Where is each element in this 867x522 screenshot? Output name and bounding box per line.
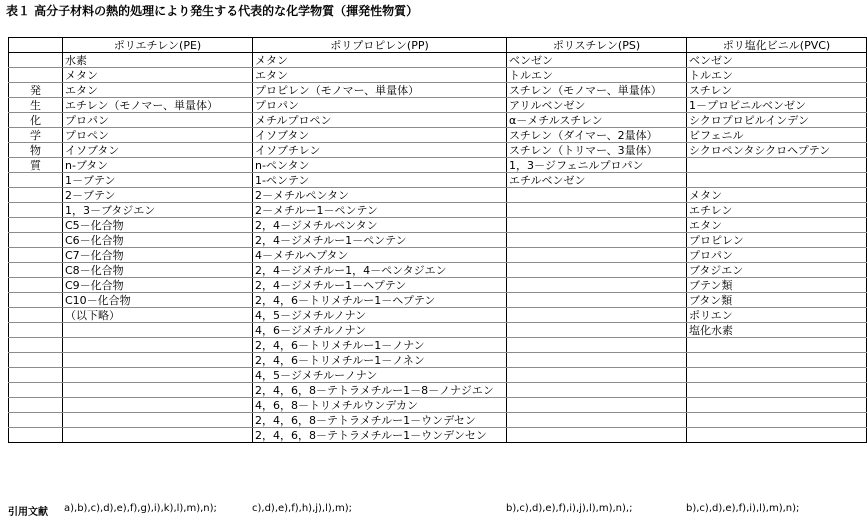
cell-ps bbox=[507, 323, 687, 338]
cell-ps: ベンゼン bbox=[507, 53, 687, 68]
cell-ps bbox=[507, 353, 687, 368]
cell-pe: エチレン（モノマー、単量体） bbox=[63, 98, 253, 113]
cell-ps: スチレン（トリマー、3量体） bbox=[507, 143, 687, 158]
table-title: 表１ 高分子材料の熱的処理により発生する代表的な化学物質（揮発性物質） bbox=[6, 4, 419, 18]
side-label-cell bbox=[9, 428, 63, 443]
cell-pvc: ブテン類 bbox=[687, 278, 867, 293]
side-label-cell bbox=[9, 338, 63, 353]
side-label-cell bbox=[9, 218, 63, 233]
cell-pvc: シクロペンタシクロヘプテン bbox=[687, 143, 867, 158]
side-label-cell: 学 bbox=[9, 128, 63, 143]
cell-ps bbox=[507, 413, 687, 428]
cell-pe: 2－ブテン bbox=[63, 188, 253, 203]
cell-pp: 2－メチルー1－ペンテン bbox=[253, 203, 507, 218]
side-label-cell: 質 bbox=[9, 158, 63, 173]
cell-pp: 2，4，6，8－テトラメチルー1－ウンデセン bbox=[253, 413, 507, 428]
cell-pp: メチルプロペン bbox=[253, 113, 507, 128]
header-corner bbox=[9, 38, 63, 53]
cell-pvc: ブタジエン bbox=[687, 263, 867, 278]
cell-ps bbox=[507, 368, 687, 383]
table-row bbox=[9, 128, 867, 143]
cell-pe bbox=[63, 368, 253, 383]
citations-ps: b),c),d),e),f),i),j),l),m),n),; bbox=[506, 503, 633, 514]
cell-pvc: ビフェニル bbox=[687, 128, 867, 143]
table-row bbox=[9, 173, 867, 188]
cell-pp: プロパン bbox=[253, 98, 507, 113]
citations-label: 引用文献 bbox=[8, 507, 48, 518]
table-row bbox=[9, 218, 867, 233]
cell-pe: エタン bbox=[63, 83, 253, 98]
table-row bbox=[9, 398, 867, 413]
side-label-cell bbox=[9, 173, 63, 188]
citations-pe: a),b),c),d),e),f),g),i),k),l),m),n); bbox=[64, 503, 217, 514]
cell-pe: プロパン bbox=[63, 113, 253, 128]
cell-ps bbox=[507, 398, 687, 413]
cell-pp: 2，4，6，8－テトラメチルー1－8－ノナジエン bbox=[253, 383, 507, 398]
cell-pvc bbox=[687, 368, 867, 383]
citations-pvc: b),c),d),e),f),i),l),m),n); bbox=[686, 503, 800, 514]
table-row bbox=[9, 338, 867, 353]
cell-pp: 2，4，6－トリメチルー1－ノナン bbox=[253, 338, 507, 353]
table-row bbox=[9, 428, 867, 443]
cell-ps bbox=[507, 263, 687, 278]
table-row bbox=[9, 233, 867, 248]
cell-pp: 4，5－ジメチルーノナン bbox=[253, 368, 507, 383]
cell-pp: 4，5－ジメチルノナン bbox=[253, 308, 507, 323]
side-label-cell bbox=[9, 383, 63, 398]
cell-pvc: シクロプロピルインデン bbox=[687, 113, 867, 128]
cell-pe: n-ブタン bbox=[63, 158, 253, 173]
cell-ps bbox=[507, 338, 687, 353]
side-label-cell bbox=[9, 278, 63, 293]
cell-pp: 4，6，8－トリメチルウンデカン bbox=[253, 398, 507, 413]
cell-pe: プロペン bbox=[63, 128, 253, 143]
cell-pvc: ベンゼン bbox=[687, 53, 867, 68]
cell-pe: C10－化合物 bbox=[63, 293, 253, 308]
cell-ps: 1，3－ジフェニルプロパン bbox=[507, 158, 687, 173]
cell-pe: （以下略） bbox=[63, 308, 253, 323]
side-label-cell bbox=[9, 323, 63, 338]
citations-pp: c),d),e),f),h),j),l),m); bbox=[252, 503, 352, 514]
cell-pe bbox=[63, 398, 253, 413]
cell-ps bbox=[507, 293, 687, 308]
header-ps: ポリスチレン(PS) bbox=[507, 38, 687, 53]
cell-pp: 2－メチルペンタン bbox=[253, 188, 507, 203]
cell-pvc: トルエン bbox=[687, 68, 867, 83]
cell-pp: メタン bbox=[253, 53, 507, 68]
cell-ps bbox=[507, 383, 687, 398]
side-label-cell bbox=[9, 308, 63, 323]
cell-pp: 4，6－ジメチルノナン bbox=[253, 323, 507, 338]
table-row bbox=[9, 98, 867, 113]
table-row bbox=[9, 248, 867, 263]
cell-pp: 2，4－ジメチルー1－ヘプテン bbox=[253, 278, 507, 293]
cell-pe: C8－化合物 bbox=[63, 263, 253, 278]
table-row bbox=[9, 368, 867, 383]
side-label-cell bbox=[9, 248, 63, 263]
cell-ps bbox=[507, 308, 687, 323]
cell-pp: 2，4，6－トリメチルー1－ノネン bbox=[253, 353, 507, 368]
cell-pe: C6－化合物 bbox=[63, 233, 253, 248]
table-row bbox=[9, 308, 867, 323]
cell-ps: α－メチルスチレン bbox=[507, 113, 687, 128]
cell-pe bbox=[63, 428, 253, 443]
side-label-cell bbox=[9, 53, 63, 68]
header-pp: ポリプロピレン(PP) bbox=[253, 38, 507, 53]
side-label-cell: 生 bbox=[9, 98, 63, 113]
table-row bbox=[9, 53, 867, 68]
cell-pe: C5－化合物 bbox=[63, 218, 253, 233]
chemical-substances-table bbox=[8, 37, 867, 443]
cell-ps bbox=[507, 248, 687, 263]
side-label-cell bbox=[9, 413, 63, 428]
table-row bbox=[9, 293, 867, 308]
cell-ps bbox=[507, 203, 687, 218]
cell-ps bbox=[507, 278, 687, 293]
cell-ps: トルエン bbox=[507, 68, 687, 83]
cell-pp: イソブタン bbox=[253, 128, 507, 143]
cell-pvc: エチレン bbox=[687, 203, 867, 218]
cell-pe: イソブタン bbox=[63, 143, 253, 158]
cell-pe: C9－化合物 bbox=[63, 278, 253, 293]
side-label-cell bbox=[9, 368, 63, 383]
cell-pp: 2，4－ジメチルー1，4－ペンタジエン bbox=[253, 263, 507, 278]
cell-pvc bbox=[687, 383, 867, 398]
cell-pp: 2，4，6，8－テトラメチルー1－ウンデンセン bbox=[253, 428, 507, 443]
cell-ps: スチレン（モノマー、単量体） bbox=[507, 83, 687, 98]
header-row bbox=[9, 38, 867, 53]
cell-pvc: ブタン類 bbox=[687, 293, 867, 308]
cell-pvc: エタン bbox=[687, 218, 867, 233]
side-label-cell: 物 bbox=[9, 143, 63, 158]
table-row bbox=[9, 158, 867, 173]
cell-pvc: スチレン bbox=[687, 83, 867, 98]
table-row bbox=[9, 263, 867, 278]
cell-ps: アリルベンゼン bbox=[507, 98, 687, 113]
cell-pvc bbox=[687, 413, 867, 428]
cell-pvc bbox=[687, 428, 867, 443]
cell-pp: 2，4，6－トリメチルー1－ヘプテン bbox=[253, 293, 507, 308]
cell-pe: 1，3－ブタジエン bbox=[63, 203, 253, 218]
cell-pvc bbox=[687, 353, 867, 368]
side-label-cell bbox=[9, 188, 63, 203]
cell-pe bbox=[63, 353, 253, 368]
cell-pvc: 1－プロピニルベンゼン bbox=[687, 98, 867, 113]
table-row bbox=[9, 413, 867, 428]
table-row bbox=[9, 383, 867, 398]
side-label-cell bbox=[9, 398, 63, 413]
table-container bbox=[8, 37, 867, 443]
cell-pvc: プロピレン bbox=[687, 233, 867, 248]
table-row bbox=[9, 278, 867, 293]
cell-pp: 2，4－ジメチルペンタン bbox=[253, 218, 507, 233]
cell-pvc: メタン bbox=[687, 188, 867, 203]
table-row bbox=[9, 188, 867, 203]
side-label-cell bbox=[9, 353, 63, 368]
cell-ps bbox=[507, 233, 687, 248]
cell-ps bbox=[507, 428, 687, 443]
cell-pe: 水素 bbox=[63, 53, 253, 68]
table-row bbox=[9, 143, 867, 158]
cell-pp: イソブチレン bbox=[253, 143, 507, 158]
cell-pp: n-ペンタン bbox=[253, 158, 507, 173]
cell-pp: プロピレン（モノマー、単量体） bbox=[253, 83, 507, 98]
cell-ps: スチレン（ダイマー、2量体） bbox=[507, 128, 687, 143]
table-row bbox=[9, 113, 867, 128]
cell-pe: メタン bbox=[63, 68, 253, 83]
table-row bbox=[9, 323, 867, 338]
cell-pp: 2，4－ジメチルー1－ペンテン bbox=[253, 233, 507, 248]
cell-pe bbox=[63, 323, 253, 338]
table-row bbox=[9, 68, 867, 83]
side-label-cell bbox=[9, 263, 63, 278]
cell-pp: エタン bbox=[253, 68, 507, 83]
cell-pvc bbox=[687, 398, 867, 413]
cell-pvc bbox=[687, 158, 867, 173]
header-pe: ポリエチレン(PE) bbox=[63, 38, 253, 53]
cell-pvc: プロパン bbox=[687, 248, 867, 263]
cell-pe bbox=[63, 383, 253, 398]
cell-ps bbox=[507, 188, 687, 203]
table-row bbox=[9, 203, 867, 218]
cell-pp: 1-ペンテン bbox=[253, 173, 507, 188]
cell-pvc: 塩化水素 bbox=[687, 323, 867, 338]
cell-pvc: ポリエン bbox=[687, 308, 867, 323]
side-label-cell bbox=[9, 203, 63, 218]
cell-pp: 4－メチルヘプタン bbox=[253, 248, 507, 263]
table-row bbox=[9, 83, 867, 98]
cell-pe: 1－ブテン bbox=[63, 173, 253, 188]
citations-row bbox=[0, 503, 867, 519]
side-label-cell bbox=[9, 68, 63, 83]
side-label-cell bbox=[9, 233, 63, 248]
table-row bbox=[9, 353, 867, 368]
cell-pvc bbox=[687, 338, 867, 353]
cell-pe bbox=[63, 338, 253, 353]
cell-ps bbox=[507, 218, 687, 233]
side-label-cell: 化 bbox=[9, 113, 63, 128]
cell-pvc bbox=[687, 173, 867, 188]
side-label-cell bbox=[9, 293, 63, 308]
cell-pe: C7－化合物 bbox=[63, 248, 253, 263]
cell-pe bbox=[63, 413, 253, 428]
side-label-cell: 発 bbox=[9, 83, 63, 98]
cell-ps: エチルベンゼン bbox=[507, 173, 687, 188]
header-pvc: ポリ塩化ビニル(PVC) bbox=[687, 38, 867, 53]
